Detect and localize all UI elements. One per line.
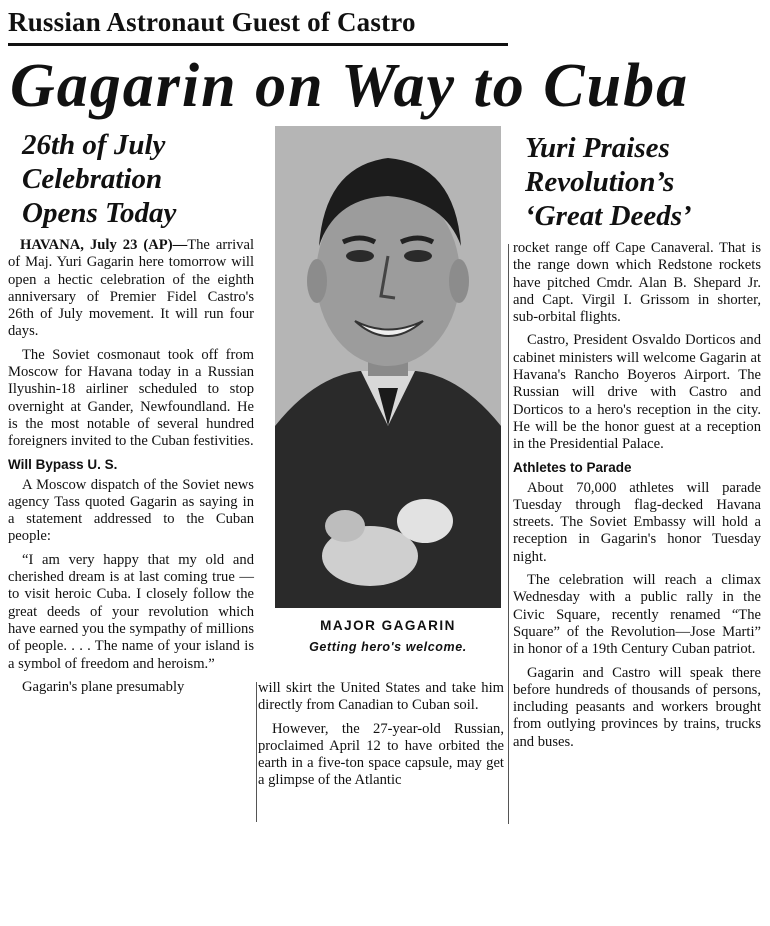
photo-caption-name: MAJOR GAGARIN bbox=[320, 618, 456, 633]
article-paragraph: A Moscow dispatch of the Soviet news agency Tass quoted Gagarin as saying in a statement addressed to the Cuban people: bbox=[8, 476, 254, 545]
article-paragraph: Gagarin's plane presumably bbox=[22, 678, 185, 695]
gagarin-photo bbox=[275, 126, 501, 608]
main-headline: Gagarin on Way to Cuba bbox=[10, 52, 690, 120]
deck-right: Yuri Praises Revolution’s ‘Great Deeds’ bbox=[525, 132, 692, 232]
kicker-headline: Russian Astronaut Guest of Castro bbox=[8, 7, 416, 37]
article-paragraph: HAVANA, July 23 (AP)—The arrival of Maj. Yuri Gagarin here tomorrow will open a hectic celebration of the eighth anniversary of Premier Fidel Castro's 26th of July movement. It will run four days. bbox=[8, 237, 254, 340]
kicker-underline bbox=[8, 43, 508, 46]
article-column-right bbox=[513, 240, 761, 757]
article-paragraph: rocket range off Cape Canaveral. That is the range down which Redstone rockets have pitched Cmdr. Alan B. Shepard Jr. and Capt. Virgil I. Grissom in shorter, sub-orbital flights. bbox=[513, 240, 761, 326]
deck-left: 26th of July Celebration Opens Today bbox=[22, 129, 177, 229]
article-paragraph: About 70,000 athletes will parade Tuesday through flag-decked Havana streets. The Soviet Embassy will hold a reception in Gagarin's honor Tuesday night. bbox=[513, 479, 761, 565]
article-paragraph: However, the 27-year-old Russian, proclaimed April 12 to have orbited the earth in a five-ton space capsule, may get a glimpse of the Atlantic bbox=[258, 720, 504, 789]
column-rule-left bbox=[256, 682, 257, 822]
article-paragraph: “I am very happy that my old and cherished dream is at last coming true — to visit heroic Cuba. I closely follow the great deeds of your revolution which have earned you the sympathy of millions of people. . . . The name of your island is a symbol of freedom and heroism.” bbox=[8, 551, 254, 672]
article-column-left bbox=[8, 237, 254, 702]
article-paragraph: The Soviet cosmonaut took off from Moscow for Havana today in a Russian Ilyushin-18 airliner scheduled to stop overnight at Gander, Newfoundland. He is the most notable of several hundred foreigners invited to the Cuban festivities. bbox=[8, 346, 254, 450]
article-column-middle bbox=[258, 680, 504, 796]
dateline: HAVANA, July 23 (AP)— bbox=[20, 237, 188, 253]
article-paragraph: will skirt the United States and take him directly from Canadian to Cuban soil. bbox=[258, 680, 504, 714]
article-paragraph: The celebration will reach a climax Wednesday with a public rally in the Civic Square, recently renamed “The Square” of the Revolution—Jose Marti” in honor of a 19th Century Cuban patriot. bbox=[513, 572, 761, 658]
subhead-bypass: Will Bypass U. S. bbox=[8, 456, 118, 472]
article-paragraph: Castro, President Osvaldo Dorticos and cabinet ministers will welcome Gagarin at Havana's Rancho Boyeros Airport. The Russian will drive with Castro and Dorticos to a hero's reception in the city. He will be the honor guest at a reception in the Presidential Palace. bbox=[513, 332, 761, 453]
photo-caption-subtitle: Getting hero's welcome. bbox=[309, 640, 467, 654]
article-paragraph: Gagarin and Castro will speak there before hundreds of thousands of persons, including peasants and workers brought from outlying provinces by trains, trucks and buses. bbox=[513, 664, 761, 750]
portrait-illustration bbox=[275, 126, 501, 608]
column-rule-right bbox=[508, 244, 509, 824]
subhead-athletes: Athletes to Parade bbox=[513, 459, 632, 475]
